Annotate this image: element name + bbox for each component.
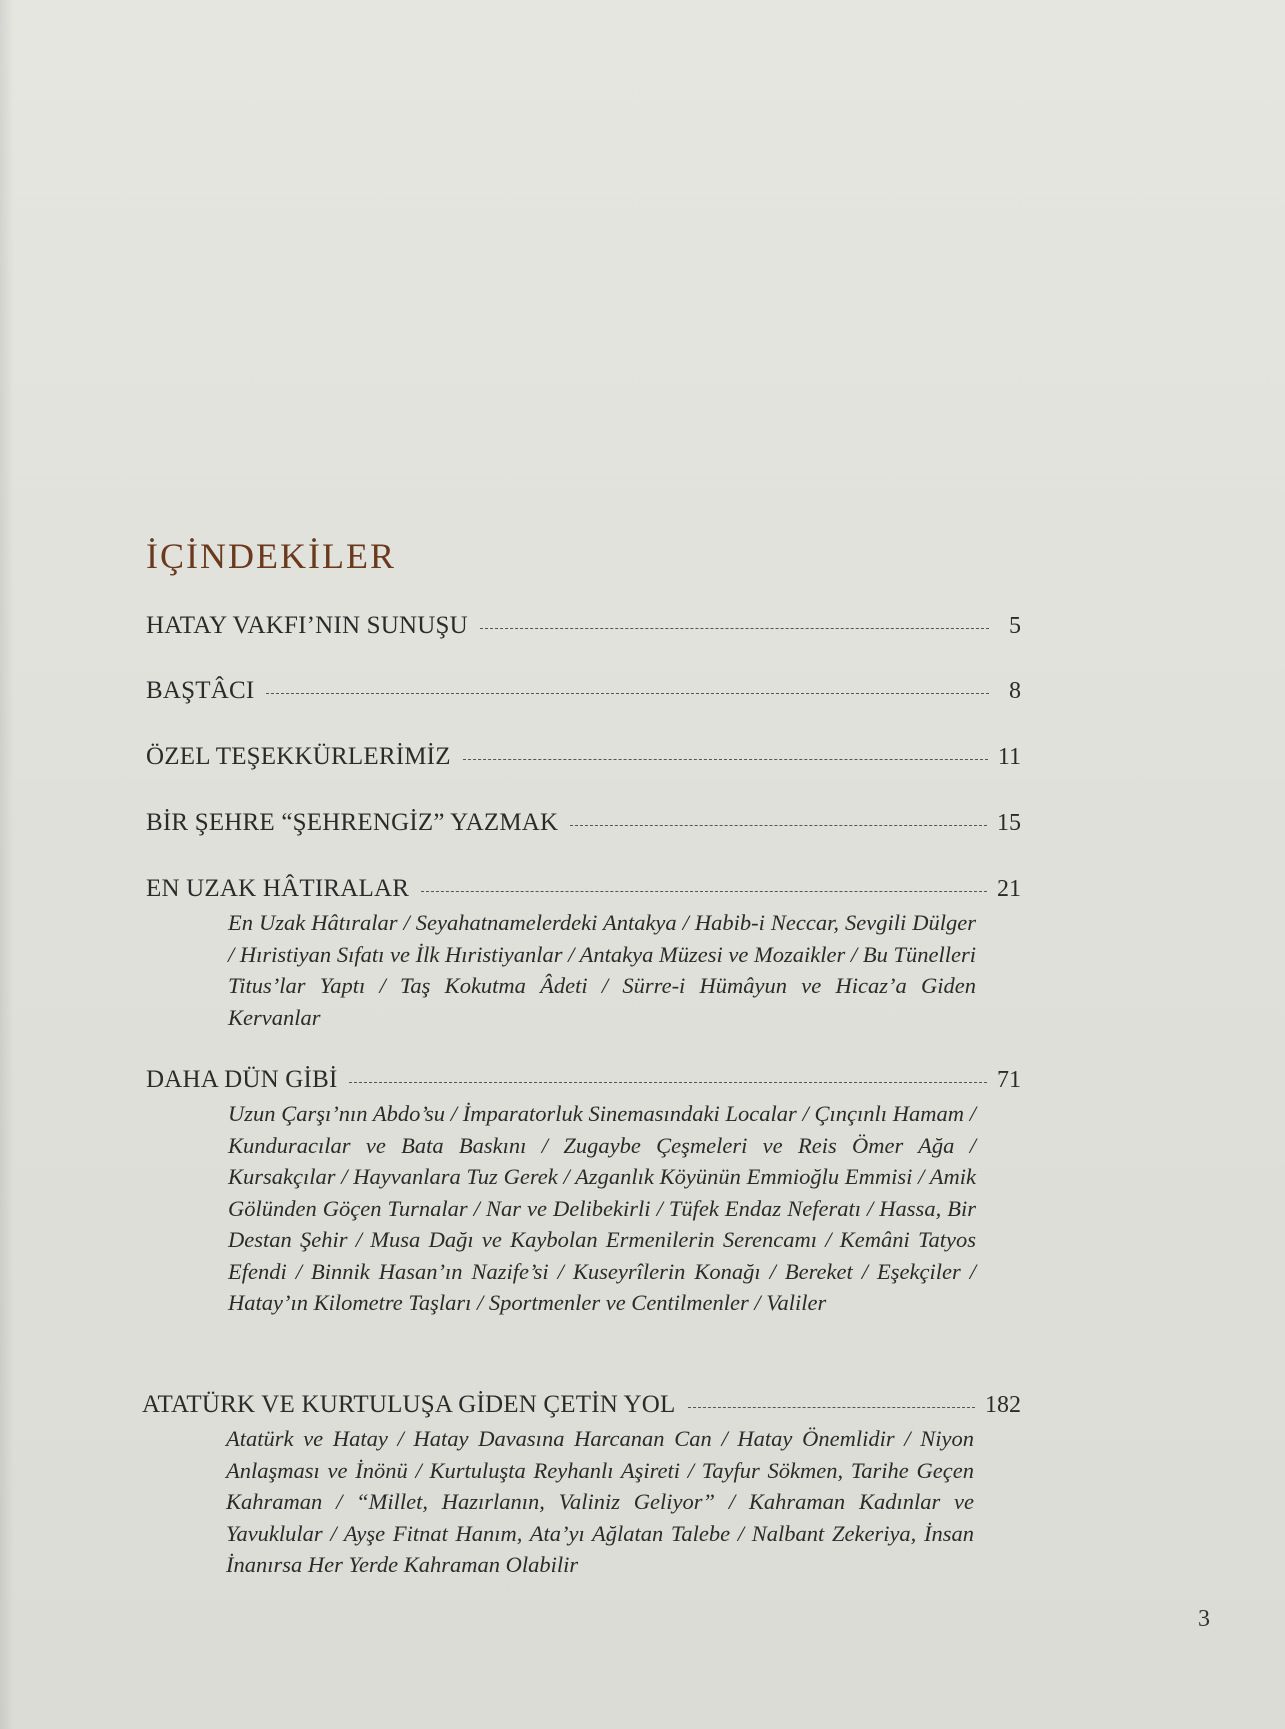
toc-subtopics: En Uzak Hâtıralar / Seyahatnamelerdeki Antakya / Habib-i Neccar, Sevgili Dülger / Hıristiyan Sıfatı ve İlk Hıristiyanlar / Antakya Müzesi ve Mozaikler / Bu Tünelleri Titus’lar Yaptı / Taş Kokutma Âdeti / Sürre-i Hümâyun ve Hicaz’a Giden Kervanlar xyxy=(228,910,976,1030)
toc-entry-ataturk[interactable] xyxy=(142,1391,1021,1581)
spine-shadow xyxy=(0,0,14,1729)
toc-entry-title: ATATÜRK VE KURTULUŞA GİDEN ÇETİN YOL xyxy=(142,1391,676,1418)
toc-subtopics: Atatürk ve Hatay / Hatay Davasına Harcanan Can / Hatay Önemlidir / Niyon Anlaşması ve İnönü / Kurtuluşta Reyhanlı Aşireti / Tayfur Sökmen, Tarihe Geçen Kahraman / “Millet, Hazırlanın, Valiniz Geliyor” / Kahraman Kadınlar ve Yavuklular / Ayşe Fitnat Hanım, Ata’yı Ağlatan Talebe / Nalbant Zekeriya, İnsan İnanırsa Her Yerde Kahraman Olabilir xyxy=(226,1426,974,1577)
toc-entry-page: 8 xyxy=(1009,678,1021,704)
toc-heading: İÇİNDEKİLER xyxy=(146,536,396,576)
toc-entry-line xyxy=(146,612,1021,640)
dot-leader xyxy=(266,693,989,694)
toc-entry-page: 21 xyxy=(997,876,1021,902)
toc-entry-page: 182 xyxy=(985,1392,1021,1418)
toc-entry-en-uzak-hatiralar[interactable] xyxy=(146,875,1021,1033)
toc-entry-page: 11 xyxy=(997,744,1021,770)
dot-leader xyxy=(421,891,987,892)
toc-entry-page: 15 xyxy=(997,810,1021,836)
dot-leader xyxy=(349,1082,987,1083)
toc-entry-sunusu[interactable] xyxy=(146,612,1021,640)
toc-entry-title: HATAY VAKFI’NIN SUNUŞU xyxy=(146,612,468,639)
toc-subtopics: Uzun Çarşı’nın Abdo’su / İmparatorluk Sinemasındaki Localar / Çınçınlı Hamam / Kunduracılar ve Bata Baskını / Zugaybe Çeşmeleri ve Reis Ömer Ağa / Kursakçılar / Hayvanlara Tuz Gerek / Azganlık Köyünün Emmioğlu Emmisi / Amik Gölünden Göçen Turnalar / Nar ve Delibekirli / Tüfek Endaz Neferatı / Hassa, Bir Destan Şehir / Musa Dağı ve Kaybolan Ermenilerin Serencamı / Kemâni Tatyos Efendi / Binnik Hasan’ın Nazife’si / Kuseyrîlerin Konağı / Bereket / Eşekçiler / Hatay’ın Kilometre Taşları / Sportmenler ve Centilmenler / Valiler xyxy=(228,1101,976,1315)
toc-entry-line xyxy=(146,1066,1021,1094)
toc-entry-title: DAHA DÜN GİBİ xyxy=(146,1066,338,1093)
toc-entry-tesekkurler[interactable] xyxy=(146,743,1021,771)
dot-leader xyxy=(688,1407,975,1408)
toc-entry-line xyxy=(146,875,1021,903)
toc-entry-title: ÖZEL TEŞEKKÜRLERİMİZ xyxy=(146,743,451,770)
toc-entry-line xyxy=(146,677,1021,705)
toc-entry-line xyxy=(146,809,1021,837)
toc-entry-bastaci[interactable] xyxy=(146,677,1021,705)
toc-entry-page: 5 xyxy=(1009,613,1021,639)
dot-leader xyxy=(480,628,989,629)
toc-entry-title: BAŞTÂCI xyxy=(146,677,255,704)
toc-entry-line xyxy=(142,1391,1021,1419)
toc-entry-line xyxy=(146,743,1021,771)
dot-leader xyxy=(570,825,987,826)
toc-entry-sehrengiz[interactable] xyxy=(146,809,1021,837)
toc-entry-title: EN UZAK HÂTIRALAR xyxy=(146,875,410,902)
dot-leader xyxy=(463,759,988,760)
toc-entry-daha-dun-gibi[interactable] xyxy=(146,1066,1021,1319)
page-number: 3 xyxy=(1198,1606,1210,1632)
toc-entry-title: BİR ŞEHRE “ŞEHRENGİZ” YAZMAK xyxy=(146,809,559,836)
toc-entry-page: 71 xyxy=(997,1067,1021,1093)
